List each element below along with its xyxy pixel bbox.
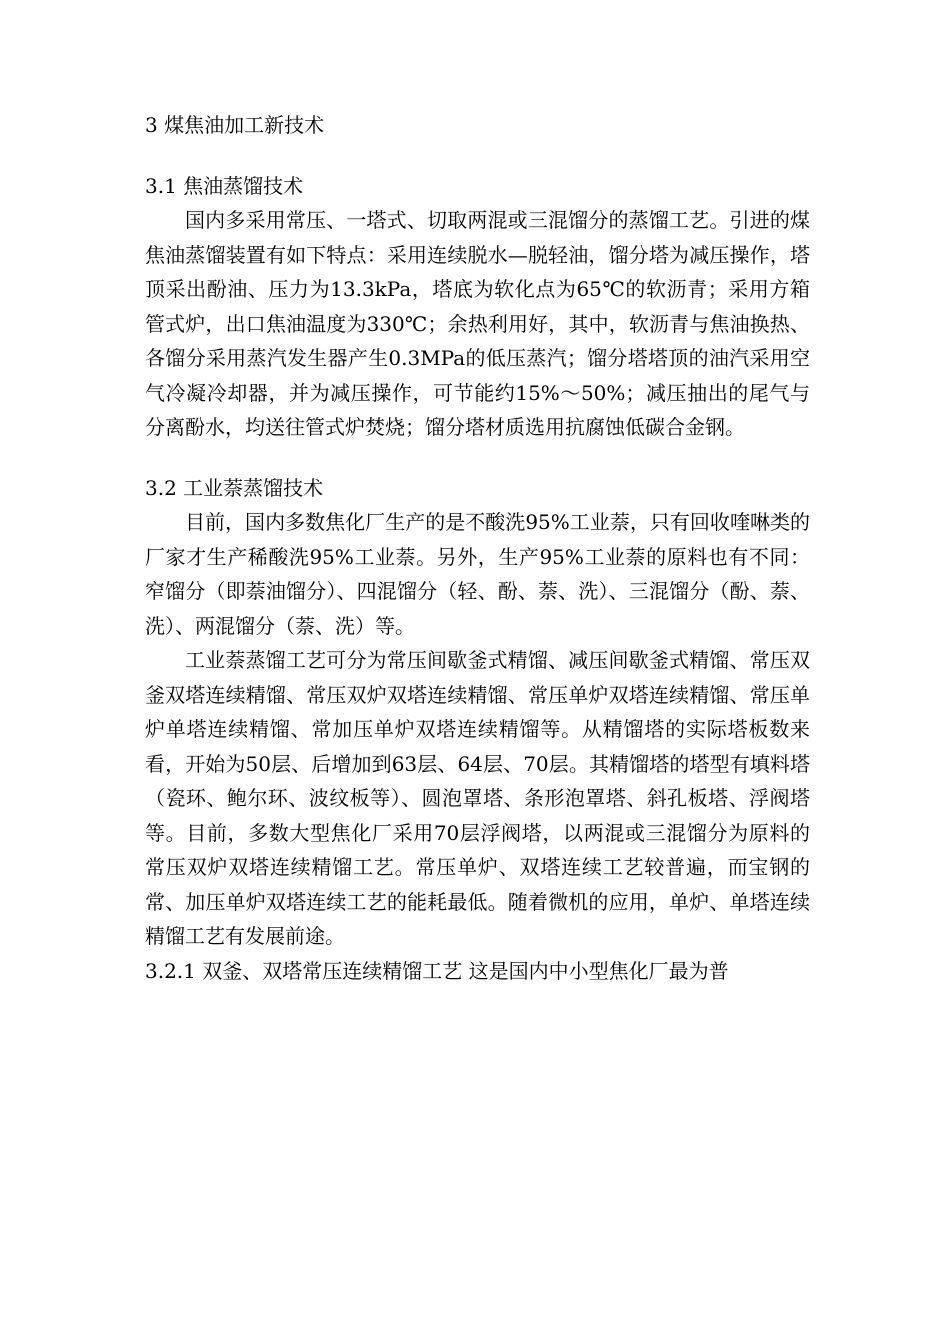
chapter-heading: 3 煤焦油加工新技术 bbox=[145, 113, 325, 137]
section-3-2-heading: 3.2 工业萘蒸馏技术 bbox=[145, 475, 324, 500]
section-3-2-paragraph-1: 目前，国内多数焦化厂生产的是不酸洗95%工业萘，只有回收喹啉类的厂家才生产稀酸洗95%工业萘。另外，生产95%工业萘的原料也有不同：窄馏分（即萘油馏分）、四混馏分（轻、酚、萘、洗）、三混馏分（酚、萘、洗）、两混馏分（萘、洗）等。 bbox=[145, 510, 810, 638]
subsection-3-2-1-text: 3.2.1 双釜、双塔常压连续精馏工艺 这是国内中小型焦化厂最为普 bbox=[145, 958, 729, 983]
section-3-2-paragraph-2: 工业萘蒸馏工艺可分为常压间歇釜式精馏、减压间歇釜式精馏、常压双釜双塔连续精馏、常压双炉双塔连续精馏、常压单炉双塔连续精馏、常压单炉单塔连续精馏、常加压单炉双塔连续精馏等。从精馏塔的实际塔板数来看，开始为50层、后增加到63层、64层、70层。其精馏塔的塔型有填料塔（瓷环、鲍尔环、波纹板等）、圆泡罩塔、条形泡罩塔、斜孔板塔、浮阀塔等。目前，多数大型焦化厂采用70层浮阀塔，以两混或三混馏分为原料的常压双炉双塔连续精馏工艺。常压单炉、双塔连续工艺较普遍，而宝钢的常、加压单炉双塔连续工艺的能耗最低。随着微机的应用，单炉、单塔连续精馏工艺有发展前途。 bbox=[145, 648, 810, 948]
section-3-1-paragraph: 国内多采用常压、一塔式、切取两混或三混馏分的蒸馏工艺。引进的煤焦油蒸馏装置有如下特点：采用连续脱水—脱轻油，馏分塔为减压操作，塔顶采出酚油、压力为13.3kPa，塔底为软化点为65℃的软沥青；采用方箱管式炉，出口焦油温度为330℃；余热利用好，其中，软沥青与焦油换热、各馏分采用蒸汽发生器产生0.3MPa的低压蒸汽；馏分塔塔顶的油汽采用空气冷凝冷却器，并为减压操作，可节能约15%～50%；减压抽出的尾气与分离酚水，均送往管式炉焚烧；馏分塔材质选用抗腐蚀低碳合金钢。 bbox=[145, 208, 810, 439]
document-body bbox=[145, 108, 810, 988]
section-3-1-heading: 3.1 焦油蒸馏技术 bbox=[145, 173, 304, 198]
